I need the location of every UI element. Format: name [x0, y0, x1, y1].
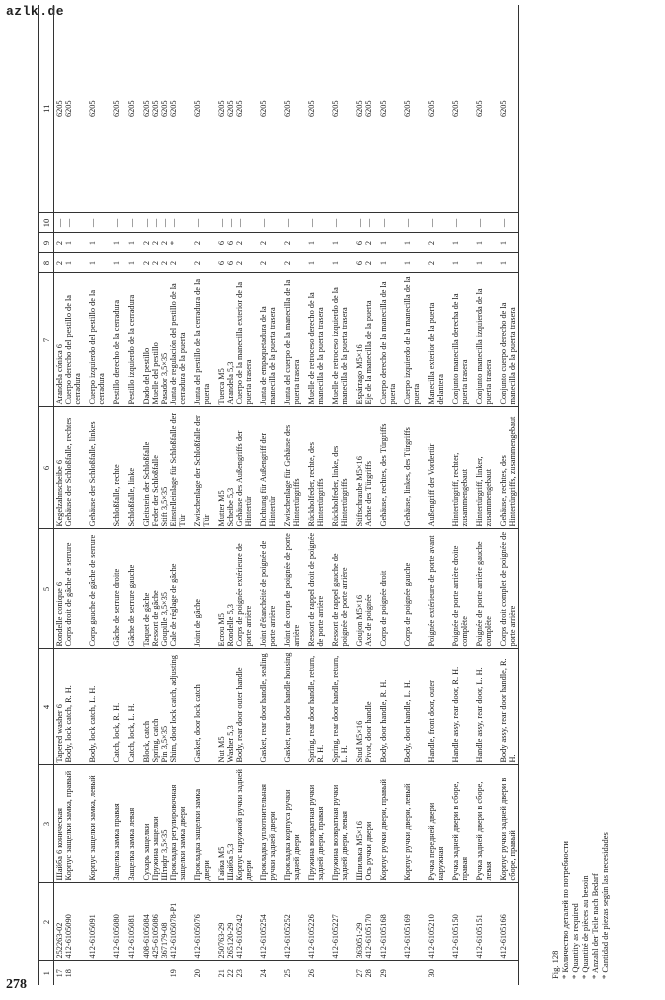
cell-q10: — — — —: [137, 213, 188, 233]
cell-pos: 17 18: [55, 969, 73, 978]
cell-q10: — —: [350, 213, 374, 233]
cell-q11: 6205: [278, 5, 302, 213]
cell-q10: —: [398, 213, 422, 233]
column-header: 11: [39, 5, 54, 213]
cell-es: Muelle de retroceso izquierdo de la manecilla de la puerta trasera: [326, 273, 350, 407]
footnote-line: * Quantity as required: [570, 903, 580, 979]
cell-en: Tapered washer 6 Body, lock catch, R. H.: [54, 649, 84, 765]
cell-q9: 2: [254, 233, 278, 253]
cell-q10: —: [188, 213, 212, 233]
cell-fr: Corps de poignée gauche: [398, 529, 422, 649]
cell-fr: Taquet de gâche Ressort de gâche Goupille 3,5×35 Cale de réglage de gâche: [137, 529, 188, 649]
cell-ru: Шайба 6 коническая Корпус защелки замка, правый: [54, 765, 84, 883]
cell-q8: 1: [374, 253, 398, 273]
cell-ru: Корпус ручки задней двери в сборе, правый: [494, 765, 519, 883]
column-header: 4: [39, 649, 54, 765]
column-header: 5: [39, 529, 54, 649]
cell-q8: 2: [422, 253, 446, 273]
cell-ru: Прокладка уплотнительная ручки задней двери: [254, 765, 278, 883]
cell-code: 252263-02 412-6105090: [54, 883, 84, 961]
cell-de: Mutter M5 Scheibe 5,3 Gehäuse des Außengriffs der Hintertür: [212, 407, 254, 529]
cell-q10: —: [446, 213, 470, 233]
cell-q11: 6205: [122, 5, 137, 213]
rotated-page: [38, 5, 648, 985]
cell-fr: Joint de gâche: [188, 529, 212, 649]
cell-q9: 1: [326, 233, 350, 253]
table-row: [326, 5, 350, 985]
cell-de: Gehäuse der Schloßfalle, linkes: [83, 407, 107, 529]
cell-pos: 19: [169, 969, 178, 978]
cell-code: 412-6105081: [122, 883, 137, 961]
cell-ru: Защелка замка левая: [122, 765, 137, 883]
column-header: 2: [39, 883, 54, 961]
cell-pos: 20: [193, 969, 202, 978]
table-row: [107, 5, 122, 985]
cell-ru: Ручка задней двери в сборе, правая: [446, 765, 470, 883]
table-row: [212, 5, 254, 985]
cell-de: Dichtung für Außengriff der Hintertür: [254, 407, 278, 529]
cell-q9: 1: [374, 233, 398, 253]
cell-q10: —: [374, 213, 398, 233]
table-row: [470, 5, 494, 985]
cell-es: Pestillo izquierdo de la cerradura: [122, 273, 137, 407]
cell-q9: 6 6 2: [212, 233, 254, 253]
cell-pos: [446, 961, 470, 985]
cell-en: Gasket, door lock catch: [188, 649, 212, 765]
cell-en: Spring, rear door handle, return, L. H.: [326, 649, 350, 765]
table-row: [494, 5, 519, 985]
cell-en: Catch, lock, R. H.: [107, 649, 122, 765]
cell-code: 408-6105084 425-6105086 367179-08 412-6105078-Р1: [137, 883, 188, 961]
table-header-row: [39, 5, 54, 985]
cell-fr: Joint d'étanchéité de poignée de porte arrière: [254, 529, 278, 649]
cell-de: Hintertürgriff, rechter, zusammengebaut: [446, 407, 470, 529]
cell-q8: 1: [107, 253, 122, 273]
cell-ru: Корпус ручки двери, правый: [374, 765, 398, 883]
cell-pos: 21 22 23: [217, 969, 244, 978]
table-row: [137, 5, 188, 985]
cell-en: Handle assy, rear door, L. H.: [470, 649, 494, 765]
cell-q9: 1: [107, 233, 122, 253]
cell-en: Handle assy, rear door, R. H.: [446, 649, 470, 765]
column-header: 8: [39, 253, 54, 273]
cell-code: 412-6105080: [107, 883, 122, 961]
cell-q11: 6205: [422, 5, 446, 213]
cell-code: 412-6105168: [374, 883, 398, 961]
cell-q9: 1: [398, 233, 422, 253]
cell-q8: 1: [398, 253, 422, 273]
cell-q10: —: [302, 213, 326, 233]
cell-ru: Сухарь защелки Пружина защелки Штифт 3,5×35 Прокладка регулировочная защелки замка двери: [137, 765, 188, 883]
cell-q9: 1: [122, 233, 137, 253]
table-row: [446, 5, 470, 985]
footnote: [550, 832, 610, 979]
page-number: 278: [6, 977, 27, 992]
cell-de: Kegelzahnscheibe 6 Gehäuse der Schloßfalle, rechtes: [54, 407, 84, 529]
cell-q11: 6205: [398, 5, 422, 213]
cell-q8: 2: [278, 253, 302, 273]
cell-q9: 6 2: [350, 233, 374, 253]
cell-q9: 2: [278, 233, 302, 253]
cell-en: Gasket, rear door handle housing: [278, 649, 302, 765]
cell-fr: Corps de poignée droit: [374, 529, 398, 649]
cell-q9: 1: [494, 233, 519, 253]
cell-fr: Gâche de serrure gauche: [122, 529, 137, 649]
table-row: [302, 5, 326, 985]
cell-pos: 26: [307, 969, 316, 978]
cell-q10: —: [470, 213, 494, 233]
table-row: [122, 5, 137, 985]
cell-es: Junta de empaquetadura de la manecilla de la puerta trasera: [254, 273, 278, 407]
footnote-line: * Количество деталей по потребности: [560, 841, 570, 979]
cell-es: Conjunto cuerpo derecho de la manecilla de la puerta trasera: [494, 273, 519, 407]
cell-es: Junta del cuerpo de la manecilla de la puerta trasera: [278, 273, 302, 407]
cell-q8: 1: [446, 253, 470, 273]
cell-en: Body assy, rear door handle, R. H.: [494, 649, 519, 765]
cell-fr: Poignée de porte arrière droite complète: [446, 529, 470, 649]
cell-es: Junta del pestillo de la cerradura de la puerta: [188, 273, 212, 407]
cell-en: Gasket, rear door handle, sealing: [254, 649, 278, 765]
cell-de: Stiftschraube M5×16 Achse des Türgriffs: [350, 407, 374, 529]
cell-en: Catch, lock, L. H.: [122, 649, 137, 765]
cell-q10: —: [326, 213, 350, 233]
cell-q10: —: [107, 213, 122, 233]
cell-ru: Пружина возвратная ручки задней двери, левая: [326, 765, 350, 883]
cell-fr: Rondelle conique 6 Corps droit de gâche de serrure: [54, 529, 84, 649]
footnote-line: * Quantité de pièces au besoin: [580, 875, 590, 979]
cell-code: 412-6105169: [398, 883, 422, 961]
cell-q9: 2: [188, 233, 212, 253]
cell-de: Zwischenlage der Schloßfalle der Tür: [188, 407, 212, 529]
cell-q9: 2 1: [54, 233, 84, 253]
cell-de: Rückholfeder, rechte, des Hintertürgriffs: [302, 407, 326, 529]
cell-en: Stud M5×16 Pivot, door handle: [350, 649, 374, 765]
cell-ru: Корпус ручки двери, левый: [398, 765, 422, 883]
table-row: [254, 5, 278, 985]
cell-q11: 6205: [326, 5, 350, 213]
cell-fr: Ressort de rappel gauche de poignée de porte arrière: [326, 529, 350, 649]
cell-pos: [83, 961, 107, 985]
cell-fr: Corps gauche de gâche de serrure: [83, 529, 107, 649]
cell-pos: 30: [427, 969, 436, 978]
cell-es: Tuerca M5 Arandela 5,3 Cuerpo de la manecilla exterior de la puerta trasera: [212, 273, 254, 407]
cell-q10: — —: [54, 213, 84, 233]
cell-es: Arandela cónica 6 Cuerpo derecho del pestillo de la cerradura: [54, 273, 84, 407]
cell-es: Muelle de retroceso derecho de la manecilla de la puerta trasera: [302, 273, 326, 407]
cell-en: Block, catch Spring, catch Pin 3,5×35 Shim, door lock catch, adjusting: [137, 649, 188, 765]
cell-q8: 2 2 2 2: [137, 253, 188, 273]
cell-q11: 6205: [494, 5, 519, 213]
cell-code: 250763-29 265120-29 412-6105242: [212, 883, 254, 961]
column-header: 1: [39, 961, 54, 985]
cell-ru: Ручка передней двери наружная: [422, 765, 446, 883]
cell-code: 412-6105254: [254, 883, 278, 961]
cell-code: 363051-29 412-6105170: [350, 883, 374, 961]
cell-fr: Ressort de rappel droit de poignée de porte arrière: [302, 529, 326, 649]
cell-pos: [326, 961, 350, 985]
cell-es: Cuerpo derecho de la manecilla de la puerta: [374, 273, 398, 407]
cell-q11: 6205: [302, 5, 326, 213]
cell-ru: Корпус защелки замка, левый: [83, 765, 107, 883]
cell-fr: Joint de corps de poignée de porte arrière: [278, 529, 302, 649]
cell-code: 412-6105150: [446, 883, 470, 961]
cell-de: Schloßfalle, linke: [122, 407, 137, 529]
cell-q11: 6205: [254, 5, 278, 213]
cell-q9: 2 2 2 *: [137, 233, 188, 253]
cell-q10: —: [254, 213, 278, 233]
cell-ru: Пружина возвратная ручки задней двери, правая: [302, 765, 326, 883]
table-row: [54, 5, 84, 985]
table-row: [398, 5, 422, 985]
cell-pos: [122, 961, 137, 985]
cell-q8: 2: [254, 253, 278, 273]
cell-en: Body, door handle, L. H.: [398, 649, 422, 765]
table-row: [374, 5, 398, 985]
cell-code: 412-6105226: [302, 883, 326, 961]
cell-q11: 6205: [188, 5, 212, 213]
cell-de: Gehäuse, rechtes, des Hintertürgriffs, zusammengebaut: [494, 407, 519, 529]
cell-q8: 1: [470, 253, 494, 273]
cell-de: Rückholfeder, linke, des Hintertürgriffs: [326, 407, 350, 529]
cell-q9: 2: [422, 233, 446, 253]
cell-code: 412-6105151: [470, 883, 494, 961]
cell-q8: 1: [494, 253, 519, 273]
cell-q11: 6205: [107, 5, 122, 213]
cell-q8: 6 2: [350, 253, 374, 273]
table-row: [350, 5, 374, 985]
cell-ru: Прокладка защелки замка двери: [188, 765, 212, 883]
column-header: 10: [39, 213, 54, 233]
column-header: 3: [39, 765, 54, 883]
cell-q11: 6205 6205: [54, 5, 84, 213]
cell-en: Body, door handle, R. H.: [374, 649, 398, 765]
cell-ru: Защелка замка правая: [107, 765, 122, 883]
cell-fr: Ecrou M5 Rondelle 5,3 Corps de poignée extérieure de porte arrière: [212, 529, 254, 649]
cell-de: Schloßfalle, rechte: [107, 407, 122, 529]
cell-q8: 1: [326, 253, 350, 273]
cell-es: Cuerpo izquierdo del pestillo de la cerradura: [83, 273, 107, 407]
cell-q11: 6205 6205: [350, 5, 374, 213]
cell-q11: 6205: [83, 5, 107, 213]
column-header: 6: [39, 407, 54, 529]
cell-es: Cuerpo izquierdo de la manecilla de la puerta: [398, 273, 422, 407]
cell-fr: Poignée extérieure de porte avant: [422, 529, 446, 649]
column-header: 9: [39, 233, 54, 253]
cell-en: Body, lock catch, L. H.: [83, 649, 107, 765]
cell-pos: 25: [283, 969, 292, 978]
cell-code: 412-6105252: [278, 883, 302, 961]
cell-ru: Шпилька М5×16 Ось ручки двери: [350, 765, 374, 883]
cell-de: Gehäuse, rechtes, des Türgriffs: [374, 407, 398, 529]
cell-q9: 1: [470, 233, 494, 253]
cell-es: Conjunto manecilla izquierda de la puerta trasera: [470, 273, 494, 407]
cell-fr: Gâche de serrure droite: [107, 529, 122, 649]
cell-q8: 1: [83, 253, 107, 273]
cell-en: Handle, front door, outer: [422, 649, 446, 765]
table-row: [188, 5, 212, 985]
cell-code: 412-6105091: [83, 883, 107, 961]
cell-q10: —: [83, 213, 107, 233]
cell-pos: 27 28: [355, 969, 373, 978]
cell-q11: 6205 6205 6205: [212, 5, 254, 213]
cell-pos: 24: [259, 969, 268, 978]
cell-q8: 1: [302, 253, 326, 273]
cell-es: Dado del pestillo Muelle del pestillo Pasador 3,5×35 Junta de regulación del pestillo de la cerradura de la puerta: [137, 273, 188, 407]
cell-de: Außengriff der Vordertür: [422, 407, 446, 529]
cell-q10: —: [422, 213, 446, 233]
footnote-line: * Anzahl der Teile nach Bedarf: [590, 873, 600, 979]
parts-table: [38, 5, 519, 985]
cell-es: Manecilla exterior de la puerta delantera: [422, 273, 446, 407]
table-row: [278, 5, 302, 985]
cell-q11: 6205 6205 6205 6205: [137, 5, 188, 213]
cell-q11: 6205: [374, 5, 398, 213]
cell-fr: Goujon M5×16 Axe de poignée: [350, 529, 374, 649]
cell-pos: [470, 961, 494, 985]
column-header: 7: [39, 273, 54, 407]
cell-pos: [107, 961, 122, 985]
cell-q9: 1: [446, 233, 470, 253]
cell-pos: [494, 961, 519, 985]
cell-fr: Corps droit complet de poignée de porte arrière: [494, 529, 519, 649]
figure-label: Fig. 128: [550, 950, 560, 979]
cell-q9: 1: [302, 233, 326, 253]
cell-de: Zwischenlage für Gehäuse des Hintertürgriffs: [278, 407, 302, 529]
cell-q8: 2: [188, 253, 212, 273]
cell-de: Gehäuse, linkes, des Türgriffs: [398, 407, 422, 529]
cell-en: Nut M5 Washer 5,3 Body, rear door outer handle: [212, 649, 254, 765]
site-watermark: azlk.de: [6, 4, 65, 19]
cell-code: 412-6105227: [326, 883, 350, 961]
cell-pos: [398, 961, 422, 985]
cell-es: Pestillo derecho de la cerradura: [107, 273, 122, 407]
cell-code: 412-6105166: [494, 883, 519, 961]
cell-q8: 2 1: [54, 253, 84, 273]
cell-q10: —: [494, 213, 519, 233]
cell-de: Hintertürgriff, linker, zusammengebaut: [470, 407, 494, 529]
cell-ru: Гайка М5 Шайба 5,3 Корпус наружной ручки задней двери: [212, 765, 254, 883]
cell-pos: 29: [379, 969, 388, 978]
cell-de: Gleitstein der Schloßfalle Feder der Schloßfalle Stift 3,5×35 Einstelleinlage für Schloßfalle der Tür: [137, 407, 188, 529]
cell-ru: Ручка задней двери в сборе, левая: [470, 765, 494, 883]
table-row: [422, 5, 446, 985]
cell-q10: — — —: [212, 213, 254, 233]
table-body: [54, 5, 519, 985]
cell-q11: 6205: [470, 5, 494, 213]
cell-q8: 1: [122, 253, 137, 273]
cell-es: Conjunto manecilla derecha de la puerta trasera: [446, 273, 470, 407]
cell-q8: 6 6 2: [212, 253, 254, 273]
cell-q10: —: [122, 213, 137, 233]
cell-code: 412-6105076: [188, 883, 212, 961]
cell-fr: Poignée de porte arrière gauche complète: [470, 529, 494, 649]
footnote-line: * Cantidad de piezas según las necesidades: [600, 832, 610, 979]
cell-q9: 1: [83, 233, 107, 253]
cell-q10: —: [278, 213, 302, 233]
cell-q11: 6205: [446, 5, 470, 213]
cell-code: 412-6105210: [422, 883, 446, 961]
cell-ru: Прокладка корпуса ручки задней двери: [278, 765, 302, 883]
table-row: [83, 5, 107, 985]
cell-es: Espárrago M5×16 Eje de la manecilla de la puerta: [350, 273, 374, 407]
cell-en: Spring, rear door handle, return, R. H.: [302, 649, 326, 765]
